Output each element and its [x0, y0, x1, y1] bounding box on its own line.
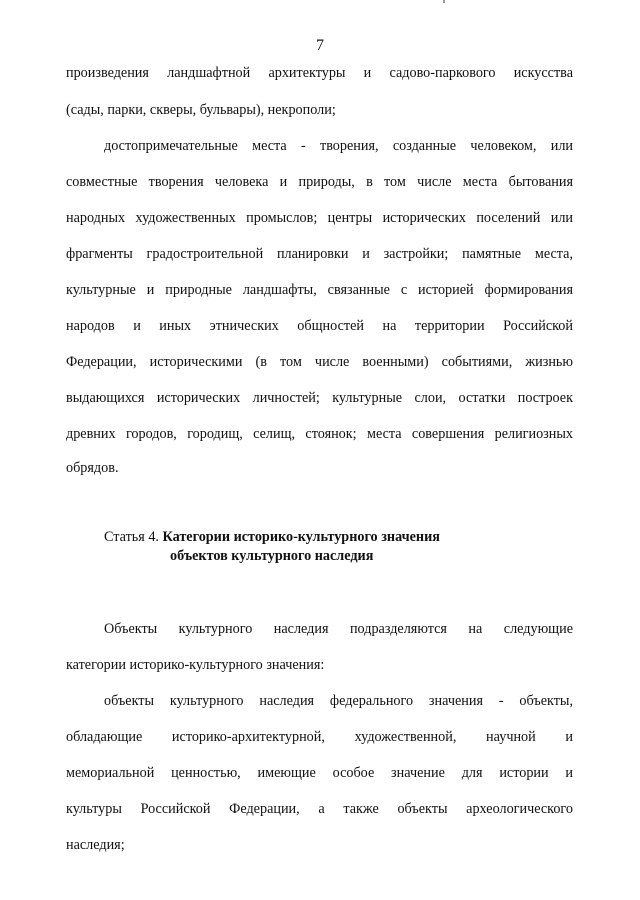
- text-line: произведения ландшафтной архитектуры и садово-паркового искусства: [66, 65, 573, 81]
- text-line: достопримечательные места - творения, созданные человеком, или: [104, 138, 573, 154]
- text-line: выдающихся исторических личностей; культурные слои, остатки построек: [66, 390, 573, 406]
- article-heading: [104, 528, 440, 546]
- text-line: обрядов.: [66, 460, 119, 476]
- text-line: мемориальной ценностью, имеющие особое значение для истории и: [66, 765, 573, 781]
- text-line: совместные творения человека и природы, в том числе места бытования: [66, 174, 573, 190]
- text-line: обладающие историко-архитектурной, художественной, научной и: [66, 729, 573, 745]
- text-line: народов и иных этнических общностей на территории Российской: [66, 318, 573, 334]
- text-line: наследия;: [66, 837, 125, 853]
- article-title: Категории историко-культурного значения: [162, 529, 440, 545]
- text-line: культурные и природные ландшафты, связанные с историей формирования: [66, 282, 573, 298]
- text-line: фрагменты градостроительной планировки и застройки; памятные места,: [66, 246, 573, 262]
- text-line: Объекты культурного наследия подразделяются на следующие: [104, 621, 573, 637]
- text-line: (сады, парки, скверы, бульвары), некрополи;: [66, 102, 336, 118]
- article-title-continued: объектов культурного наследия: [170, 548, 374, 564]
- article-label: Статья 4.: [104, 529, 159, 545]
- text-line: объекты культурного наследия федерального значения - объекты,: [104, 693, 573, 709]
- text-line: народных художественных промыслов; центры исторических поселений или: [66, 210, 573, 226]
- page-number: 7: [316, 37, 324, 54]
- text-line: категории историко-культурного значения:: [66, 657, 325, 673]
- text-line: древних городов, городищ, селищ, стоянок; места совершения религиозных: [66, 426, 573, 442]
- scan-artifact: [443, 0, 445, 3]
- text-line: Федерации, историческими (в том числе военными) событиями, жизнью: [66, 354, 573, 370]
- text-line: культуры Российской Федерации, а также объекты археологического: [66, 801, 573, 817]
